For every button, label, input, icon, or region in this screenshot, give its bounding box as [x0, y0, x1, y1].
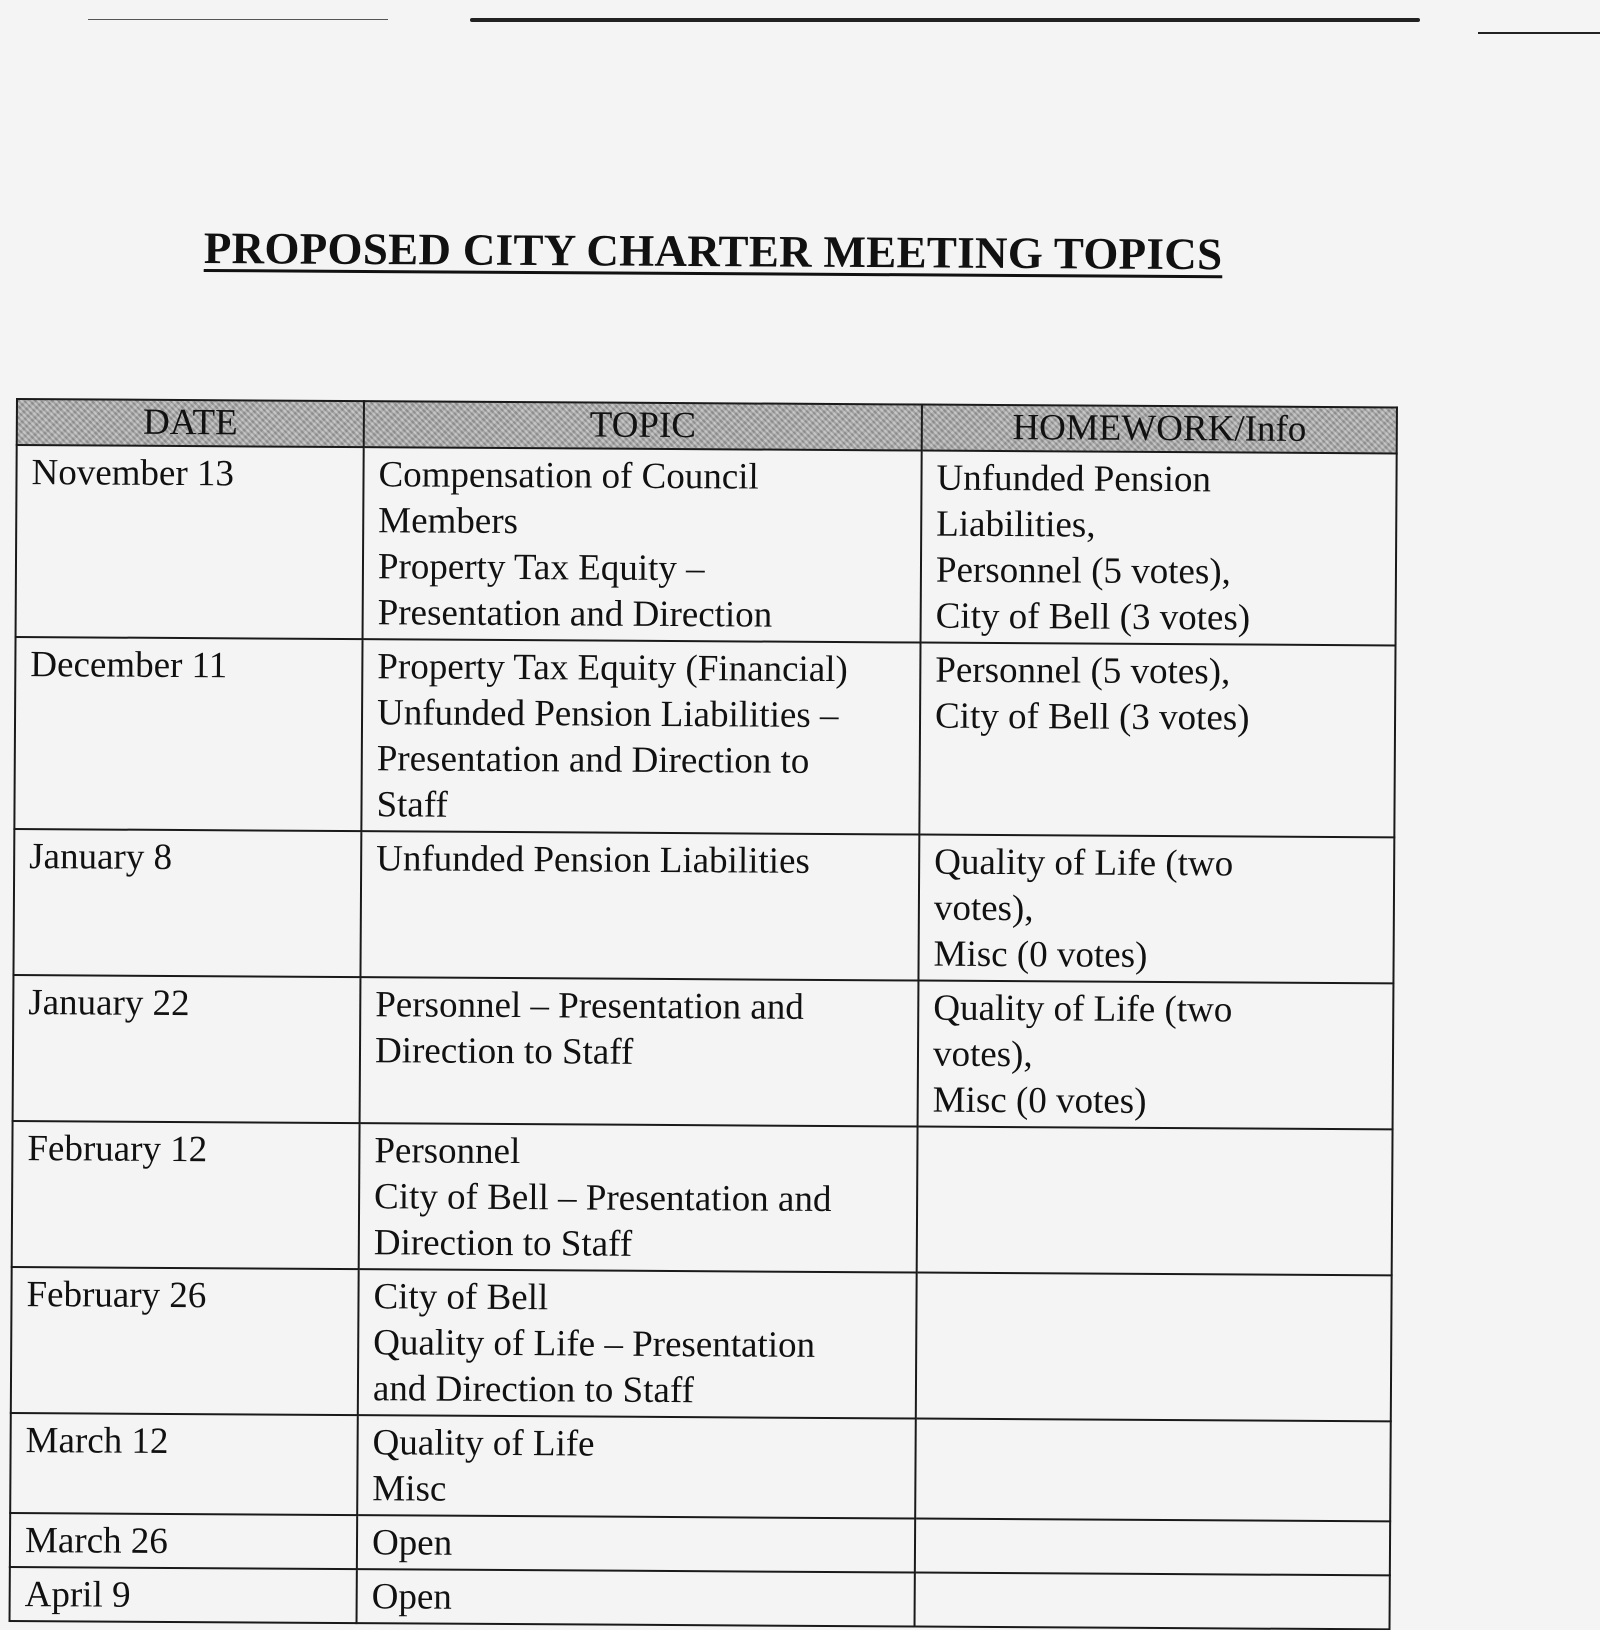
homework-line: votes),	[932, 1033, 1033, 1076]
date-text: March 12	[25, 1420, 169, 1462]
topic-cell	[357, 1569, 915, 1626]
homework-line: City of Bell (3 votes)	[935, 595, 1251, 639]
date-cell	[10, 1413, 358, 1515]
homework-line: Misc (0 votes)	[932, 1079, 1147, 1122]
table-row	[10, 1513, 1390, 1575]
topic-cell	[360, 831, 919, 980]
homework-line: Personnel (5 votes),	[935, 649, 1231, 693]
date-cell	[10, 1567, 357, 1623]
topic-line: Unfunded Pension Liabilities	[376, 838, 810, 882]
date-cell	[11, 1267, 359, 1415]
meeting-topics-table	[9, 398, 1398, 1630]
date-cell	[16, 445, 364, 639]
table-body	[10, 445, 1397, 1629]
homework-line: Liabilities,	[936, 503, 1096, 546]
table-row	[10, 1567, 1390, 1629]
header-date: DATE	[17, 399, 364, 447]
topic-line: Open	[371, 1522, 453, 1564]
topic-line: Quality of Life – Presentation	[373, 1322, 816, 1366]
table-row	[13, 829, 1394, 983]
topic-cell	[363, 447, 922, 642]
homework-line: City of Bell (3 votes)	[934, 695, 1250, 739]
document-title: PROPOSED CITY CHARTER MEETING TOPICS	[203, 222, 1223, 280]
table-row	[12, 1121, 1393, 1275]
homework-cell	[915, 1419, 1391, 1522]
topic-cell	[357, 1515, 915, 1572]
topic-line: Property Tax Equity –	[377, 546, 705, 590]
topic-line: Property Tax Equity (Financial)	[377, 646, 848, 691]
homework-cell	[917, 1127, 1393, 1276]
topic-line: City of Bell – Presentation and	[374, 1176, 832, 1220]
topic-line: Presentation and Direction to	[376, 738, 810, 782]
date-text: November 13	[31, 452, 235, 495]
date-text: February 26	[26, 1274, 207, 1317]
scan-artifact-line	[88, 19, 388, 20]
topic-line: Compensation of Council	[378, 454, 759, 498]
table-row	[13, 975, 1394, 1129]
header-topic: TOPIC	[364, 401, 922, 450]
topic-line: Personnel – Presentation and	[375, 984, 804, 1028]
topic-cell	[358, 1269, 917, 1418]
topic-line: Unfunded Pension Liabilities –	[376, 692, 839, 737]
homework-cell	[916, 1273, 1392, 1422]
homework-cell	[919, 643, 1395, 838]
topic-cell	[359, 1123, 918, 1272]
homework-cell	[915, 1573, 1390, 1630]
homework-line: votes),	[933, 887, 1034, 930]
topic-line: City of Bell	[373, 1276, 549, 1319]
topic-line: and Direction to Staff	[372, 1368, 695, 1412]
homework-line: Unfunded Pension	[936, 457, 1212, 501]
topic-line: Presentation and Direction	[377, 592, 773, 636]
date-cell	[10, 1513, 357, 1569]
homework-cell	[921, 451, 1397, 646]
date-cell	[13, 975, 361, 1123]
homework-line: Quality of Life (two	[934, 841, 1234, 885]
table-row	[14, 637, 1395, 837]
topic-line: Members	[378, 500, 519, 543]
topic-cell	[357, 1415, 916, 1518]
date-cell	[12, 1121, 360, 1269]
homework-cell	[918, 835, 1394, 984]
date-text: April 9	[24, 1574, 131, 1616]
date-cell	[14, 637, 362, 831]
date-text: January 8	[29, 836, 173, 878]
homework-cell	[918, 981, 1394, 1130]
topic-line: Direction to Staff	[374, 1030, 634, 1073]
homework-cell	[915, 1519, 1390, 1576]
table-header-row	[17, 399, 1397, 453]
homework-line: Personnel (5 votes),	[935, 549, 1232, 593]
date-text: March 26	[24, 1520, 168, 1562]
date-text: January 22	[28, 982, 190, 1025]
topic-line: Direction to Staff	[373, 1222, 633, 1265]
topic-line: Staff	[376, 784, 448, 826]
table-row	[10, 1413, 1391, 1521]
homework-line: Quality of Life (two	[933, 987, 1233, 1031]
topic-line: Misc	[372, 1468, 447, 1510]
homework-line: Misc (0 votes)	[933, 933, 1148, 976]
scan-artifact-line	[1478, 32, 1600, 34]
date-cell	[13, 829, 361, 977]
date-text: December 11	[30, 644, 228, 687]
table-row	[11, 1267, 1392, 1421]
topic-line: Open	[371, 1576, 452, 1618]
scan-artifact-line	[470, 18, 1420, 22]
topic-line: Quality of Life	[372, 1422, 595, 1465]
date-text: February 12	[27, 1128, 208, 1171]
topic-cell	[360, 977, 919, 1126]
header-homework: HOMEWORK/Info	[922, 405, 1397, 454]
topic-line: Personnel	[374, 1130, 521, 1173]
table-row	[16, 445, 1397, 645]
topic-cell	[361, 639, 920, 834]
